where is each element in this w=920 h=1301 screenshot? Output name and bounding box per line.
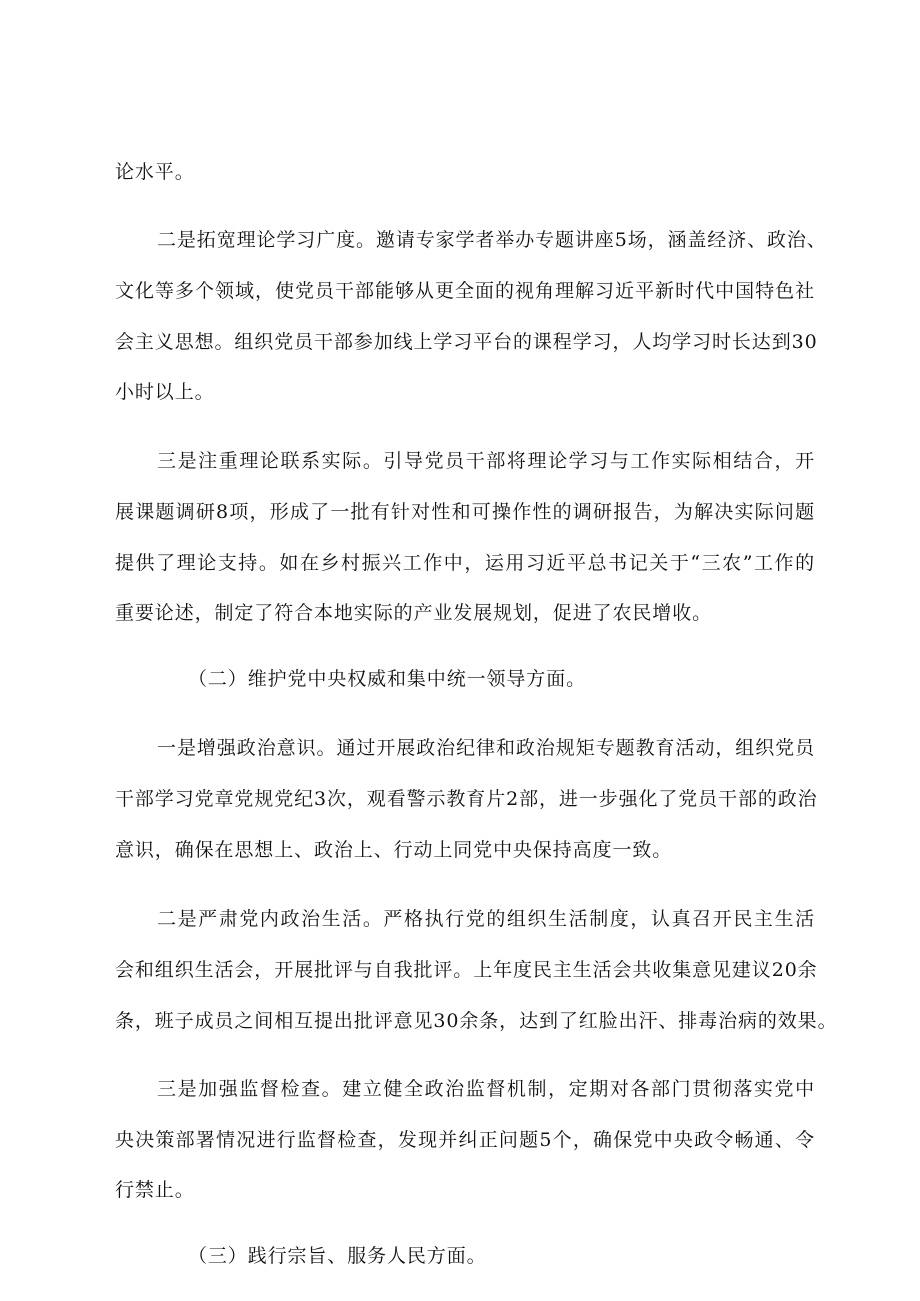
paragraph-line-5: 小时以上。 <box>115 381 215 403</box>
paragraph-line-14: 会和组织生活会，开展批评与自我批评。上年度民主生活会共收集意见建议20余 <box>115 959 818 981</box>
paragraph-line-16: 三是加强监督检查。建立健全政治监督机制，定期对各部门贯彻落实党中 <box>157 1078 815 1100</box>
paragraph-line-17: 央决策部署情况进行监督检查，发现并纠正问题5个，确保党中央政令畅通、令 <box>115 1129 815 1151</box>
paragraph-line-13: 二是严肃党内政治生活。严格执行党的组织生活制度，认真召开民主生活 <box>157 908 815 930</box>
paragraph-line-4: 会主义思想。组织党员干部参加线上学习平台的课程学习，人均学习时长达到30 <box>115 331 818 353</box>
paragraph-line-9: 重要论述，制定了符合本地实际的产业发展规划，促进了农民增收。 <box>115 602 713 624</box>
paragraph-line-12: 意识，确保在思想上、政治上、行动上同党中央保持高度一致。 <box>115 839 673 861</box>
paragraph-line-3: 文化等多个领域，使党员干部能够从更全面的视角理解习近平新时代中国特色社 <box>115 280 815 302</box>
paragraph-line-7: 展课题调研8项，形成了一批有针对性和可操作性的调研报告，为解决实际问题 <box>115 501 815 523</box>
paragraph-line-1: 论水平。 <box>115 161 195 183</box>
paragraph-line-10: 一是增强政治意识。通过开展政治纪律和政治规矩专题教育活动，组织党员 <box>157 737 815 759</box>
paragraph-line-18: 行禁止。 <box>115 1179 195 1201</box>
paragraph-line-11: 干部学习党章党规党纪3次，观看警示教育片2部，进一步强化了党员干部的政治 <box>115 788 818 810</box>
paragraph-line-8: 提供了理论支持。如在乡村振兴工作中，运用习近平总书记关于“三农”工作的 <box>115 552 815 574</box>
section-heading-2: （二）维护党中央权威和集中统一领导方面。 <box>188 668 587 690</box>
paragraph-line-15: 条，班子成员之间相互提出批评意见30余条，达到了红脸出汗、排毒治病的效果。 <box>115 1010 838 1032</box>
section-heading-3: （三）践行宗旨、服务人民方面。 <box>188 1245 487 1267</box>
paragraph-line-2: 二是拓宽理论学习广度。邀请专家学者举办专题讲座5场，涵盖经济、政治、 <box>157 229 827 251</box>
paragraph-line-6: 三是注重理论联系实际。引导党员干部将理论学习与工作实际相结合，开 <box>157 450 815 472</box>
